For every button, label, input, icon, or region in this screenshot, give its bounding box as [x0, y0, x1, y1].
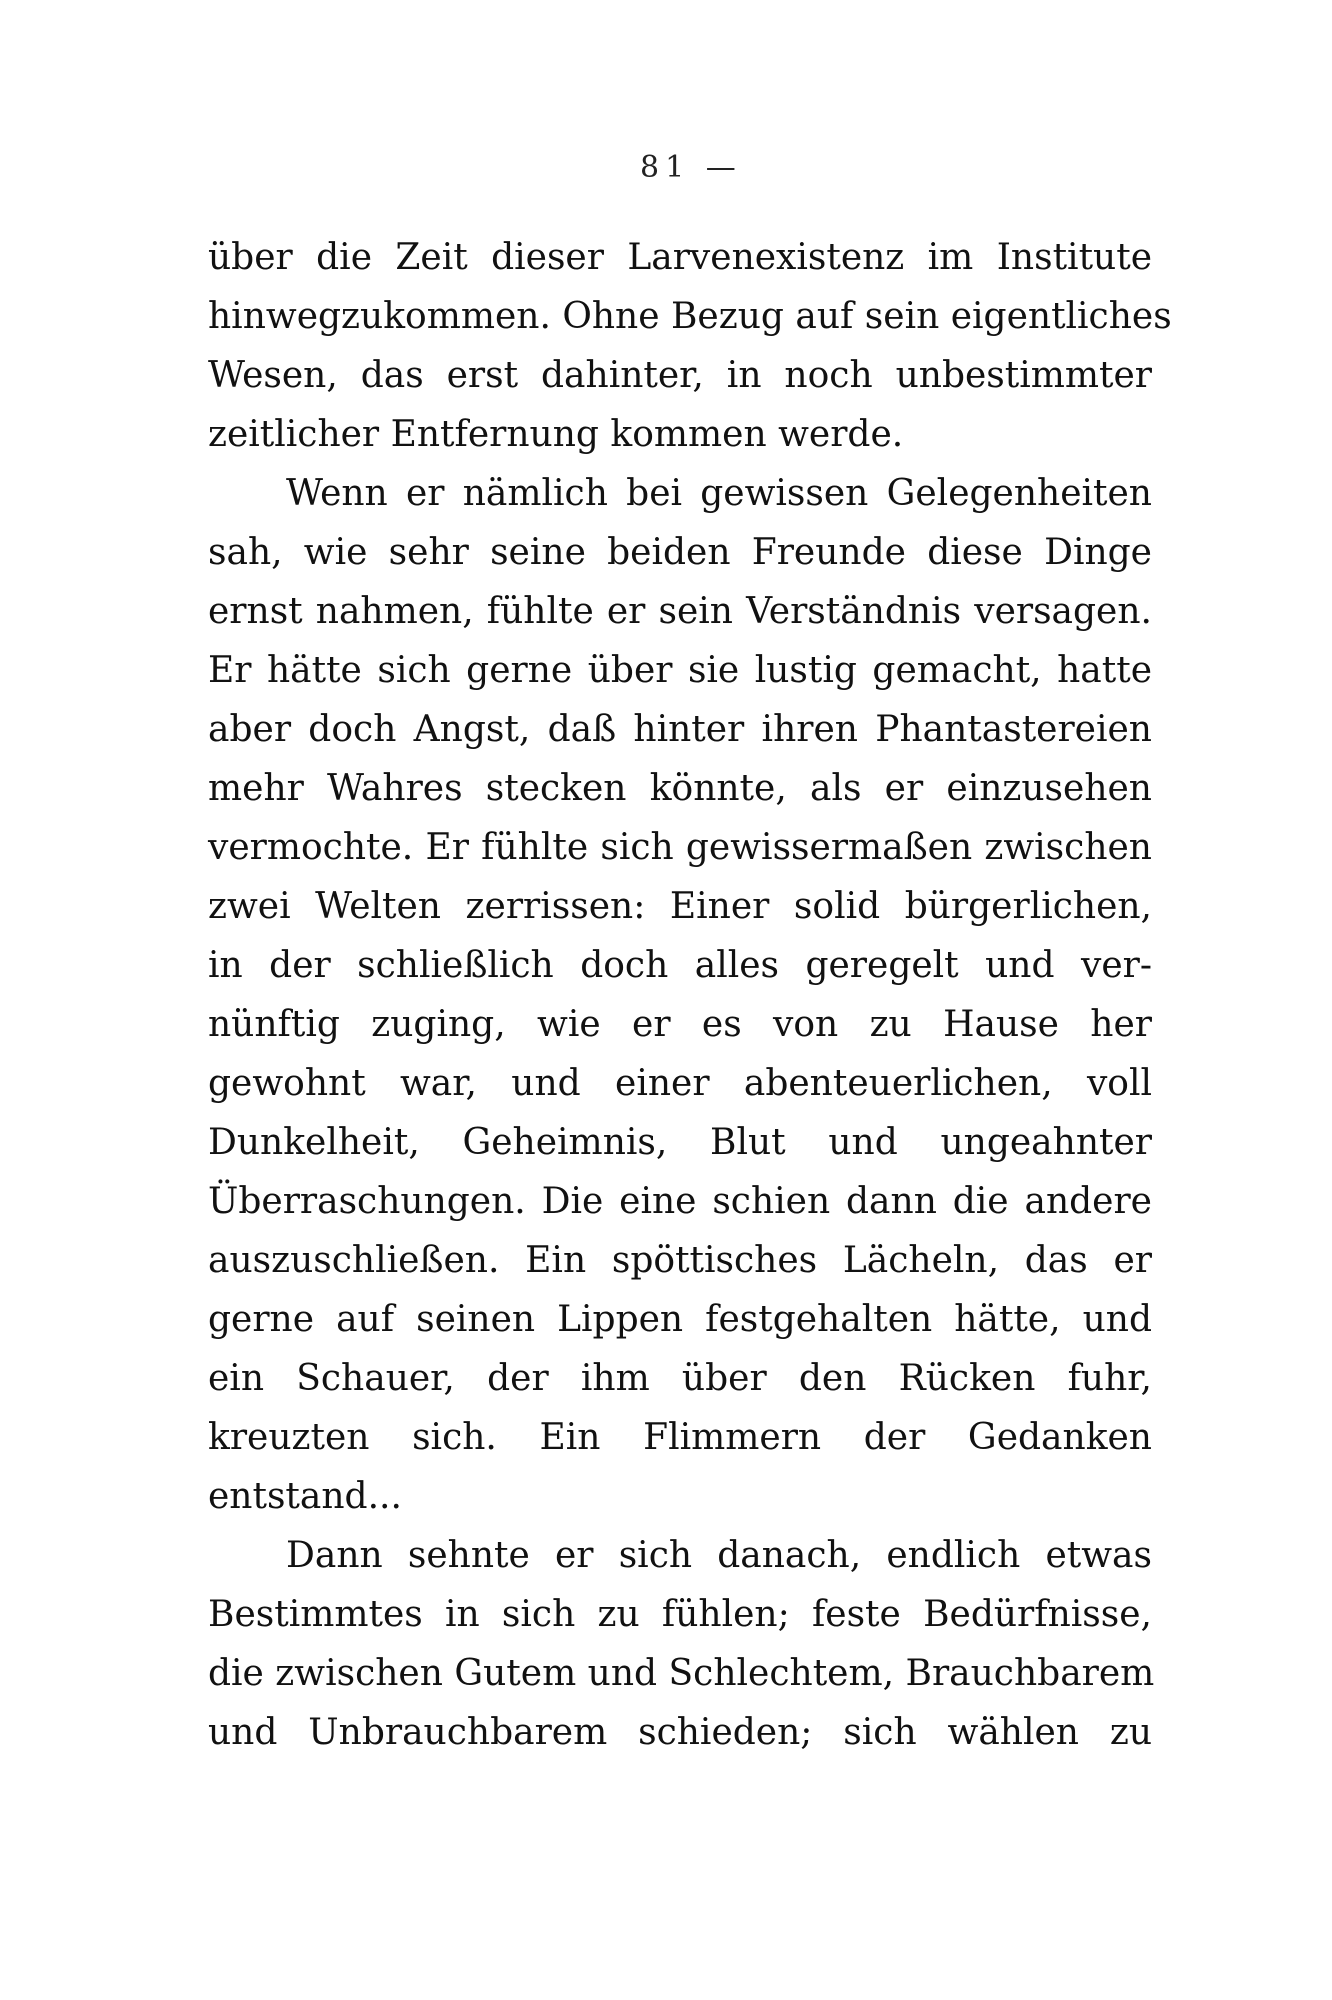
text-line: gerne auf seinen Lippen festgehalten hätte, und	[208, 1299, 1152, 1340]
text-line: hinwegzukommen. Ohne Bezug auf sein eigentliches	[208, 296, 1172, 337]
text-line: ein Schauer, der ihm über den Rücken fuhr,	[208, 1358, 1152, 1399]
text-line: ernst nahmen, fühlte er sein Verständnis versagen.	[208, 591, 1152, 632]
text-line: Dunkelheit, Geheimnis, Blut und ungeahnter	[208, 1122, 1152, 1163]
text-line: und Unbrauchbarem schieden; sich wählen zu	[208, 1712, 1152, 1753]
text-line: nünftig zuging, wie er es von zu Hause her	[208, 1004, 1152, 1045]
text-line: zwei Welten zerrissen: Einer solid bürgerlichen,	[208, 886, 1152, 927]
text-line: vermochte. Er fühlte sich gewissermaßen zwischen	[208, 827, 1152, 868]
text-line: entstand...	[208, 1476, 402, 1517]
text-line: Bestimmtes in sich zu fühlen; feste Bedürfnisse,	[208, 1594, 1152, 1635]
text-line: Dann sehnte er sich danach, endlich etwas	[286, 1535, 1152, 1576]
text-line: die zwischen Gutem und Schlechtem, Brauchbarem	[208, 1653, 1155, 1694]
text-line: auszuschließen. Ein spöttisches Lächeln, das er	[208, 1240, 1152, 1281]
page-number: 81 —	[640, 150, 742, 185]
text-line: zeitlicher Entfernung kommen werde.	[208, 414, 904, 455]
text-line: sah, wie sehr seine beiden Freunde diese Dinge	[208, 532, 1152, 573]
text-line: Er hätte sich gerne über sie lustig gemacht, hatte	[208, 650, 1152, 691]
text-line: über die Zeit dieser Larvenexistenz im Institute	[208, 237, 1152, 278]
text-line: aber doch Angst, daß hinter ihren Phantastereien	[208, 709, 1152, 750]
text-line: Wesen, das erst dahinter, in noch unbestimmter	[208, 355, 1152, 396]
text-line: gewohnt war, und einer abenteuerlichen, voll	[208, 1063, 1152, 1104]
text-line: kreuzten sich. Ein Flimmern der Gedanken	[208, 1417, 1152, 1458]
text-line: Wenn er nämlich bei gewissen Gelegenheiten	[286, 473, 1152, 514]
text-line: in der schließlich doch alles geregelt und ver-	[208, 945, 1152, 986]
text-line: Überraschungen. Die eine schien dann die andere	[208, 1181, 1152, 1222]
text-line: mehr Wahres stecken könnte, als er einzusehen	[208, 768, 1152, 809]
body-text	[208, 228, 1172, 1762]
